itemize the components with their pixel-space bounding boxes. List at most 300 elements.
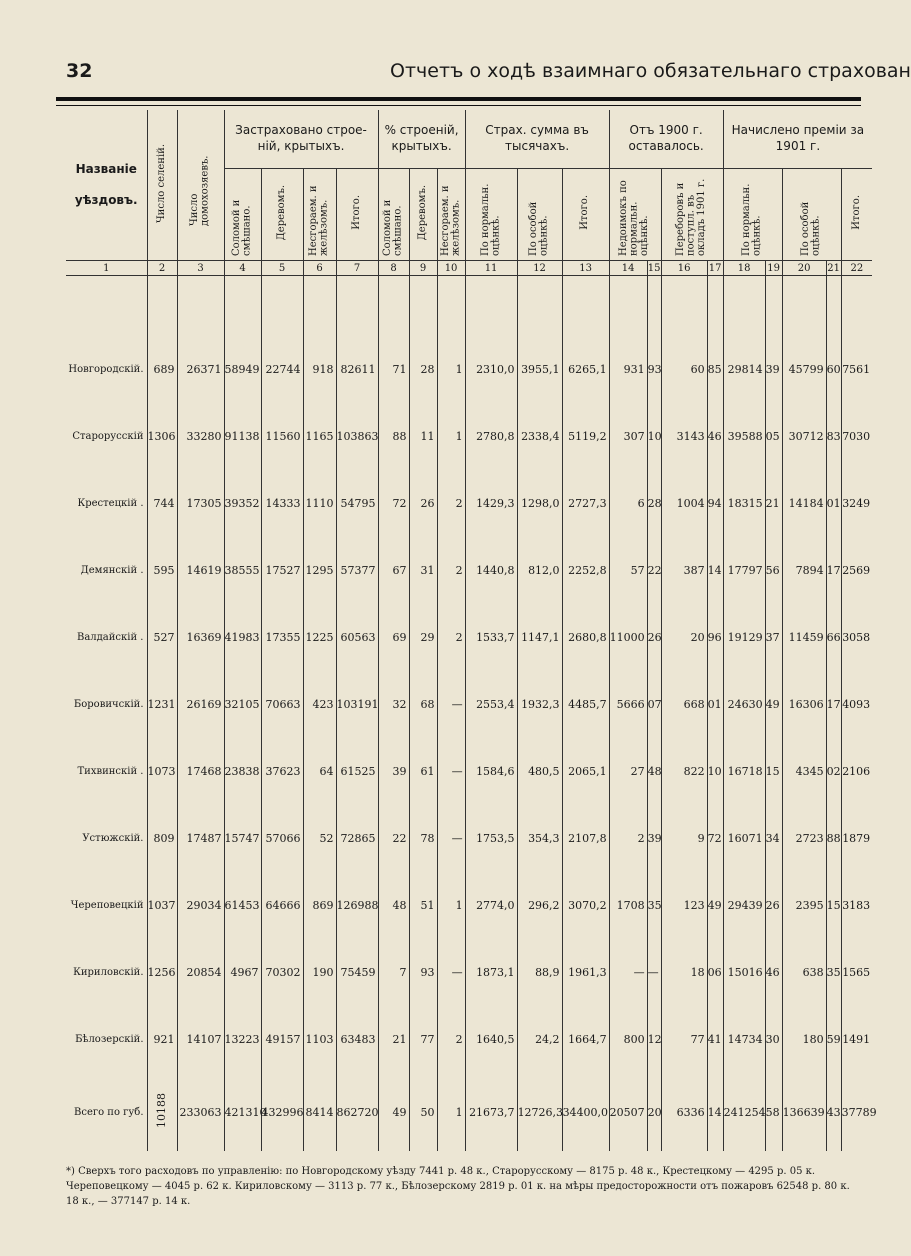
header-insured-straw: Соломой и смѣшано.: [224, 169, 261, 261]
cell-c4: 61453: [224, 872, 261, 939]
header-households: Число домохозяевъ.: [177, 110, 224, 261]
cell-c18: 14734: [723, 1006, 765, 1073]
cell-c3: 16369: [177, 604, 224, 671]
cell-c21: 88: [826, 805, 841, 872]
cell-c3: 17305: [177, 470, 224, 537]
cell-c22: 2106: [841, 738, 872, 805]
cell-c11: 1440,8: [465, 537, 517, 604]
cell-c15: 93: [647, 336, 661, 403]
cell-c12: 1147,1: [517, 604, 562, 671]
cell-c20: 180: [782, 1006, 826, 1073]
header-pct-fireproof: Несгораем. и желѣзомъ.: [437, 169, 465, 261]
cell-c22: 3058: [841, 604, 872, 671]
cell-c9: 26: [409, 470, 437, 537]
cell-c7: 72865: [336, 805, 378, 872]
district-name: Боровичскій.: [73, 699, 144, 710]
header-charged-total: Итого.: [841, 169, 872, 261]
table-row: [66, 805, 872, 872]
header-insured-wood: Деревомъ.: [261, 169, 303, 261]
cell-c19: 37: [765, 604, 782, 671]
cell-c5: 49157: [261, 1006, 303, 1073]
cell-c22: 37789: [841, 1073, 872, 1151]
cell-c19: 26: [765, 872, 782, 939]
cell-c17: 46: [707, 403, 723, 470]
cell-c12: 12726,3: [517, 1073, 562, 1151]
cell-c16: 77: [661, 1006, 707, 1073]
cell-c8: 49: [378, 1073, 409, 1151]
cell-c10: 1: [437, 336, 465, 403]
cell-c2: 1256: [147, 939, 177, 1006]
cell-c16: 387: [661, 537, 707, 604]
cell-c7: 862720: [336, 1073, 378, 1151]
cell-c18: 16071: [723, 805, 765, 872]
cell-c6: 423: [303, 671, 336, 738]
cell-c21: 83: [826, 403, 841, 470]
cell-c6: 1225: [303, 604, 336, 671]
cell-c3: 14107: [177, 1006, 224, 1073]
cell-c6: 1103: [303, 1006, 336, 1073]
cell-c10: 2: [437, 537, 465, 604]
cell-c22: 1565: [841, 939, 872, 1006]
district-name: Всего по губ.: [74, 1106, 144, 1118]
cell-c13: 4485,7: [562, 671, 609, 738]
footnote-line-3: 18 к., — 377147 р. 14 к.: [66, 1196, 191, 1207]
cell-c20: 16306: [782, 671, 826, 738]
cell-c21: 02: [826, 738, 841, 805]
cell-c10: —: [437, 939, 465, 1006]
header-insured-total: Итого.: [336, 169, 378, 261]
cell-c16: 20: [661, 604, 707, 671]
cell-c11: 2780,8: [465, 403, 517, 470]
cell-c6: 190: [303, 939, 336, 1006]
cell-c16: 18: [661, 939, 707, 1006]
col-number: 12: [517, 261, 562, 276]
cell-c14: 800: [609, 1006, 647, 1073]
cell-c19: 05: [765, 403, 782, 470]
cell-c11: 2774,0: [465, 872, 517, 939]
cell-c13: 34400,0: [562, 1073, 609, 1151]
cell-c15: 35: [647, 872, 661, 939]
col-number: 4: [224, 261, 261, 276]
cell-c8: 22: [378, 805, 409, 872]
cell-c8: 48: [378, 872, 409, 939]
cell-c12: 812,0: [517, 537, 562, 604]
cell-c19: 34: [765, 805, 782, 872]
cell-c15: 10: [647, 403, 661, 470]
cell-c7: 103863: [336, 403, 378, 470]
cell-c14: 27: [609, 738, 647, 805]
cell-c11: 1584,6: [465, 738, 517, 805]
cell-c22: 7561: [841, 336, 872, 403]
cell-c6: 1110: [303, 470, 336, 537]
cell-c6: 8414: [303, 1073, 336, 1151]
cell-c17: 14: [707, 537, 723, 604]
cell-c22: 4093: [841, 671, 872, 738]
district-name: Череповецкій: [70, 900, 144, 911]
col-number: 5: [261, 261, 303, 276]
cell-c18: 15016: [723, 939, 765, 1006]
cell-c21: 01: [826, 470, 841, 537]
cell-c10: 1: [437, 872, 465, 939]
col-number: 19: [765, 261, 782, 276]
cell-c9: 78: [409, 805, 437, 872]
header-name: [66, 110, 147, 261]
cell-c8: 72: [378, 470, 409, 537]
cell-c17: 41: [707, 1006, 723, 1073]
cell-c8: 32: [378, 671, 409, 738]
col-number: 18: [723, 261, 765, 276]
cell-c9: 50: [409, 1073, 437, 1151]
cell-c3: 29034: [177, 872, 224, 939]
cell-c13: 2680,8: [562, 604, 609, 671]
cell-c5: 17527: [261, 537, 303, 604]
table-row: [66, 738, 872, 805]
cell-c17: 94: [707, 470, 723, 537]
cell-c14: 1708: [609, 872, 647, 939]
cell-c13: 2727,3: [562, 470, 609, 537]
cell-c7: 61525: [336, 738, 378, 805]
cell-c14: 5666: [609, 671, 647, 738]
cell-c13: 2252,8: [562, 537, 609, 604]
header-left-arrears: Недоимокъ по нормальн. оцѣнкѣ.: [609, 169, 661, 261]
cell-c12: 88,9: [517, 939, 562, 1006]
cell-c10: 1: [437, 1073, 465, 1151]
cell-c7: 57377: [336, 537, 378, 604]
cell-c16: 60: [661, 336, 707, 403]
table-row: [66, 671, 872, 738]
cell-c17: 96: [707, 604, 723, 671]
cell-c9: 68: [409, 671, 437, 738]
cell-c4: 39352: [224, 470, 261, 537]
cell-c22: 3249: [841, 470, 872, 537]
cell-c19: 21: [765, 470, 782, 537]
cell-c20: 11459: [782, 604, 826, 671]
cell-c5: 432996: [261, 1073, 303, 1151]
cell-c2: 595: [147, 537, 177, 604]
cell-c20: 45799: [782, 336, 826, 403]
cell-c16: 668: [661, 671, 707, 738]
footnote-line-1: *) Сверхъ того расходовъ по управленію: по Новгородскому уѣзду 7441 р. 48 к., Старорусскому — 8175 р. 48 к., Крестецкому — 4295 р. 05 к.: [66, 1166, 816, 1177]
cell-c21: 43: [826, 1073, 841, 1151]
column-number-row: [66, 261, 872, 276]
cell-c12: 1932,3: [517, 671, 562, 738]
cell-c8: 67: [378, 537, 409, 604]
cell-c9: 29: [409, 604, 437, 671]
district-name: Демянскій .: [80, 565, 144, 576]
cell-c19: 15: [765, 738, 782, 805]
cell-c19: 39: [765, 336, 782, 403]
col-number: 21: [827, 262, 840, 274]
cell-c16: 6336: [661, 1073, 707, 1151]
cell-c8: 21: [378, 1006, 409, 1073]
cell-c4: 32105: [224, 671, 261, 738]
cell-c6: 64: [303, 738, 336, 805]
cell-c4: 15747: [224, 805, 261, 872]
table-row: [66, 939, 872, 1006]
cell-c12: 2338,4: [517, 403, 562, 470]
table-row: [66, 604, 872, 671]
cell-c10: —: [437, 805, 465, 872]
district-name: Кириловскій.: [73, 967, 144, 978]
cell-c18: 29439: [723, 872, 765, 939]
footnote-line-2: Череповецкому — 4045 р. 62 к. Кириловскому — 3113 р. 77 к., Бѣлозерскому 2819 р. 01 к. на мѣры предосторожности отъ пожаровъ 62548 р. 80 к.: [66, 1181, 850, 1192]
header-rule-thick: [56, 97, 861, 101]
cell-c2: 1306: [147, 403, 177, 470]
cell-c4: 38555: [224, 537, 261, 604]
col-number: 17: [708, 262, 722, 274]
cell-c19: 56: [765, 537, 782, 604]
cell-c9: 51: [409, 872, 437, 939]
header-left-group: Отъ 1900 г. оставалось.: [609, 110, 723, 169]
cell-c10: 2: [437, 604, 465, 671]
cell-c4: 23838: [224, 738, 261, 805]
cell-c3: 26169: [177, 671, 224, 738]
cell-c5: 70302: [261, 939, 303, 1006]
cell-c20: 136639: [782, 1073, 826, 1151]
cell-c11: 1429,3: [465, 470, 517, 537]
statistics-table: [66, 110, 877, 1151]
cell-c5: 17355: [261, 604, 303, 671]
cell-c12: 480,5: [517, 738, 562, 805]
header-name-line1: Названіе: [75, 161, 137, 176]
cell-c4: 421310: [224, 1073, 261, 1151]
district-name: Бѣлозерскій.: [75, 1034, 144, 1045]
cell-c8: 7: [378, 939, 409, 1006]
header-pct-group: % строеній, крытыхъ.: [378, 110, 465, 169]
cell-c18: 16718: [723, 738, 765, 805]
cell-c20: 2395: [782, 872, 826, 939]
cell-c17: 49: [707, 872, 723, 939]
table-row: [66, 1006, 872, 1073]
cell-c7: 54795: [336, 470, 378, 537]
table-row: [66, 470, 872, 537]
district-name: Старорусскій: [72, 431, 144, 442]
cell-c8: 71: [378, 336, 409, 403]
cell-c16: 123: [661, 872, 707, 939]
col-number: 6: [303, 261, 336, 276]
col-number: 11: [465, 261, 517, 276]
cell-c13: 1961,3: [562, 939, 609, 1006]
cell-c11: 2553,4: [465, 671, 517, 738]
cell-c11: 2310,0: [465, 336, 517, 403]
cell-c20: 7894: [782, 537, 826, 604]
cell-c14: 11000: [609, 604, 647, 671]
cell-c9: 61: [409, 738, 437, 805]
cell-c4: 4967: [224, 939, 261, 1006]
cell-c2: 527: [147, 604, 177, 671]
cell-c19: 46: [765, 939, 782, 1006]
cell-c19: 49: [765, 671, 782, 738]
col-number: 16: [661, 261, 707, 276]
cell-c14: 307: [609, 403, 647, 470]
cell-c18: 19129: [723, 604, 765, 671]
cell-c18: 18315: [723, 470, 765, 537]
cell-c22: 3183: [841, 872, 872, 939]
cell-c8: 88: [378, 403, 409, 470]
cell-c3: 33280: [177, 403, 224, 470]
cell-c21: 35: [826, 939, 841, 1006]
cell-c5: 64666: [261, 872, 303, 939]
cell-c12: 1298,0: [517, 470, 562, 537]
cell-c6: 869: [303, 872, 336, 939]
cell-c15: 07: [647, 671, 661, 738]
cell-c9: 31: [409, 537, 437, 604]
col-number: 13: [562, 261, 609, 276]
cell-c3: 26371: [177, 336, 224, 403]
cell-c14: 6: [609, 470, 647, 537]
cell-c5: 70663: [261, 671, 303, 738]
cell-c12: 354,3: [517, 805, 562, 872]
total-settlements-value: 10188: [154, 1093, 168, 1128]
cell-c21: 66: [826, 604, 841, 671]
cell-c21: 17: [826, 671, 841, 738]
statistics-table-wrapper: [66, 110, 877, 1142]
page-title: Отчетъ о ходѣ взаимнаго обязательнаго страхован: [390, 60, 911, 82]
cell-c7: 103191: [336, 671, 378, 738]
cell-c18: 24630: [723, 671, 765, 738]
header-sum-normal: По нормальн. оцѣнкѣ.: [465, 169, 517, 261]
table-row: [66, 336, 872, 403]
cell-c12: 24,2: [517, 1006, 562, 1073]
cell-c5: 37623: [261, 738, 303, 805]
col-number: 7: [336, 261, 378, 276]
header-pct-wood: Деревомъ.: [409, 169, 437, 261]
cell-c16: 1004: [661, 470, 707, 537]
cell-c13: 2107,8: [562, 805, 609, 872]
table-row: [66, 872, 872, 939]
header-insured-group: Застраховано строе-ній, крытыхъ.: [224, 110, 378, 169]
cell-c6: 1165: [303, 403, 336, 470]
cell-c15: 39: [647, 805, 661, 872]
cell-c7: 126988: [336, 872, 378, 939]
cell-c21: 17: [826, 537, 841, 604]
cell-c13: 3070,2: [562, 872, 609, 939]
cell-c16: 9: [661, 805, 707, 872]
cell-c14: —: [609, 939, 647, 1006]
cell-c4: 91138: [224, 403, 261, 470]
header-name-line2: уѣздовъ.: [74, 193, 138, 207]
cell-c15: 20: [647, 1073, 661, 1151]
cell-c20: 638: [782, 939, 826, 1006]
district-name: Новгородскій.: [68, 364, 144, 375]
cell-c5: 14333: [261, 470, 303, 537]
cell-c11: 1640,5: [465, 1006, 517, 1073]
header-charged-special: По особой оцѣнкѣ.: [782, 169, 841, 261]
cell-c10: —: [437, 738, 465, 805]
cell-c3: 17468: [177, 738, 224, 805]
cell-c22: 7030: [841, 403, 872, 470]
header-settlements: Число селеній.: [147, 110, 177, 261]
cell-c18: 241254: [723, 1073, 765, 1151]
cell-c12: 3955,1: [517, 336, 562, 403]
cell-c21: 15: [826, 872, 841, 939]
cell-c7: 60563: [336, 604, 378, 671]
cell-c9: 93: [409, 939, 437, 1006]
cell-c12: 296,2: [517, 872, 562, 939]
spacer-row: [66, 276, 872, 337]
cell-c17: 14: [707, 1073, 723, 1151]
cell-c10: 1: [437, 403, 465, 470]
cell-c7: 75459: [336, 939, 378, 1006]
cell-c19: 58: [765, 1073, 782, 1151]
cell-c4: 58949: [224, 336, 261, 403]
cell-c2: 744: [147, 470, 177, 537]
cell-c19: 30: [765, 1006, 782, 1073]
cell-c15: 28: [647, 470, 661, 537]
cell-c11: 1753,5: [465, 805, 517, 872]
cell-c15: —: [647, 939, 661, 1006]
cell-c7: 63483: [336, 1006, 378, 1073]
cell-c2: 689: [147, 336, 177, 403]
table-body: [66, 276, 877, 1152]
cell-c3: 20854: [177, 939, 224, 1006]
cell-c13: 5119,2: [562, 403, 609, 470]
cell-c3: 233063: [177, 1073, 224, 1151]
cell-c2: 1073: [147, 738, 177, 805]
district-name: Тихвинскій .: [77, 766, 144, 777]
cell-c17: 10: [707, 738, 723, 805]
cell-c2: 1037: [147, 872, 177, 939]
cell-c3: 14619: [177, 537, 224, 604]
table-row: [66, 403, 872, 470]
cell-c7: 82611: [336, 336, 378, 403]
cell-c8: 39: [378, 738, 409, 805]
cell-c2: 809: [147, 805, 177, 872]
cell-c6: 52: [303, 805, 336, 872]
cell-c10: —: [437, 671, 465, 738]
cell-c20: 14184: [782, 470, 826, 537]
cell-c17: 85: [707, 336, 723, 403]
cell-c11: 21673,7: [465, 1073, 517, 1151]
col-number: 3: [177, 261, 224, 276]
cell-c20: 2723: [782, 805, 826, 872]
col-number: 9: [409, 261, 437, 276]
cell-c17: 01: [707, 671, 723, 738]
col-number: 20: [782, 261, 826, 276]
cell-c4: 13223: [224, 1006, 261, 1073]
cell-c13: 6265,1: [562, 336, 609, 403]
cell-c5: 22744: [261, 336, 303, 403]
cell-c17: 06: [707, 939, 723, 1006]
cell-c21: 59: [826, 1006, 841, 1073]
cell-c9: 28: [409, 336, 437, 403]
cell-c15: 12: [647, 1006, 661, 1073]
col-number: 15: [647, 262, 661, 274]
cell-c13: 1664,7: [562, 1006, 609, 1073]
district-name: Валдайскій .: [76, 632, 144, 643]
cell-c16: 822: [661, 738, 707, 805]
cell-c22: 2569: [841, 537, 872, 604]
col-number: 1: [66, 261, 147, 276]
col-number: 2: [147, 261, 177, 276]
table-row: [66, 537, 872, 604]
header-left-over: Переборовъ и поступл. въ окладъ 1901 г.: [661, 169, 723, 261]
cell-c9: 11: [409, 403, 437, 470]
cell-c14: 931: [609, 336, 647, 403]
cell-c10: 2: [437, 1006, 465, 1073]
cell-c18: 29814: [723, 336, 765, 403]
cell-c18: 39588: [723, 403, 765, 470]
cell-c2: 921: [147, 1006, 177, 1073]
header-rule-thin: [56, 105, 861, 106]
cell-c22: 1491: [841, 1006, 872, 1073]
cell-c14: 2: [609, 805, 647, 872]
table-total-row: [66, 1073, 872, 1151]
cell-c16: 3143: [661, 403, 707, 470]
col-number: 14: [609, 261, 647, 276]
district-name: Устюжскій.: [82, 833, 144, 844]
cell-c2: 1231: [147, 671, 177, 738]
